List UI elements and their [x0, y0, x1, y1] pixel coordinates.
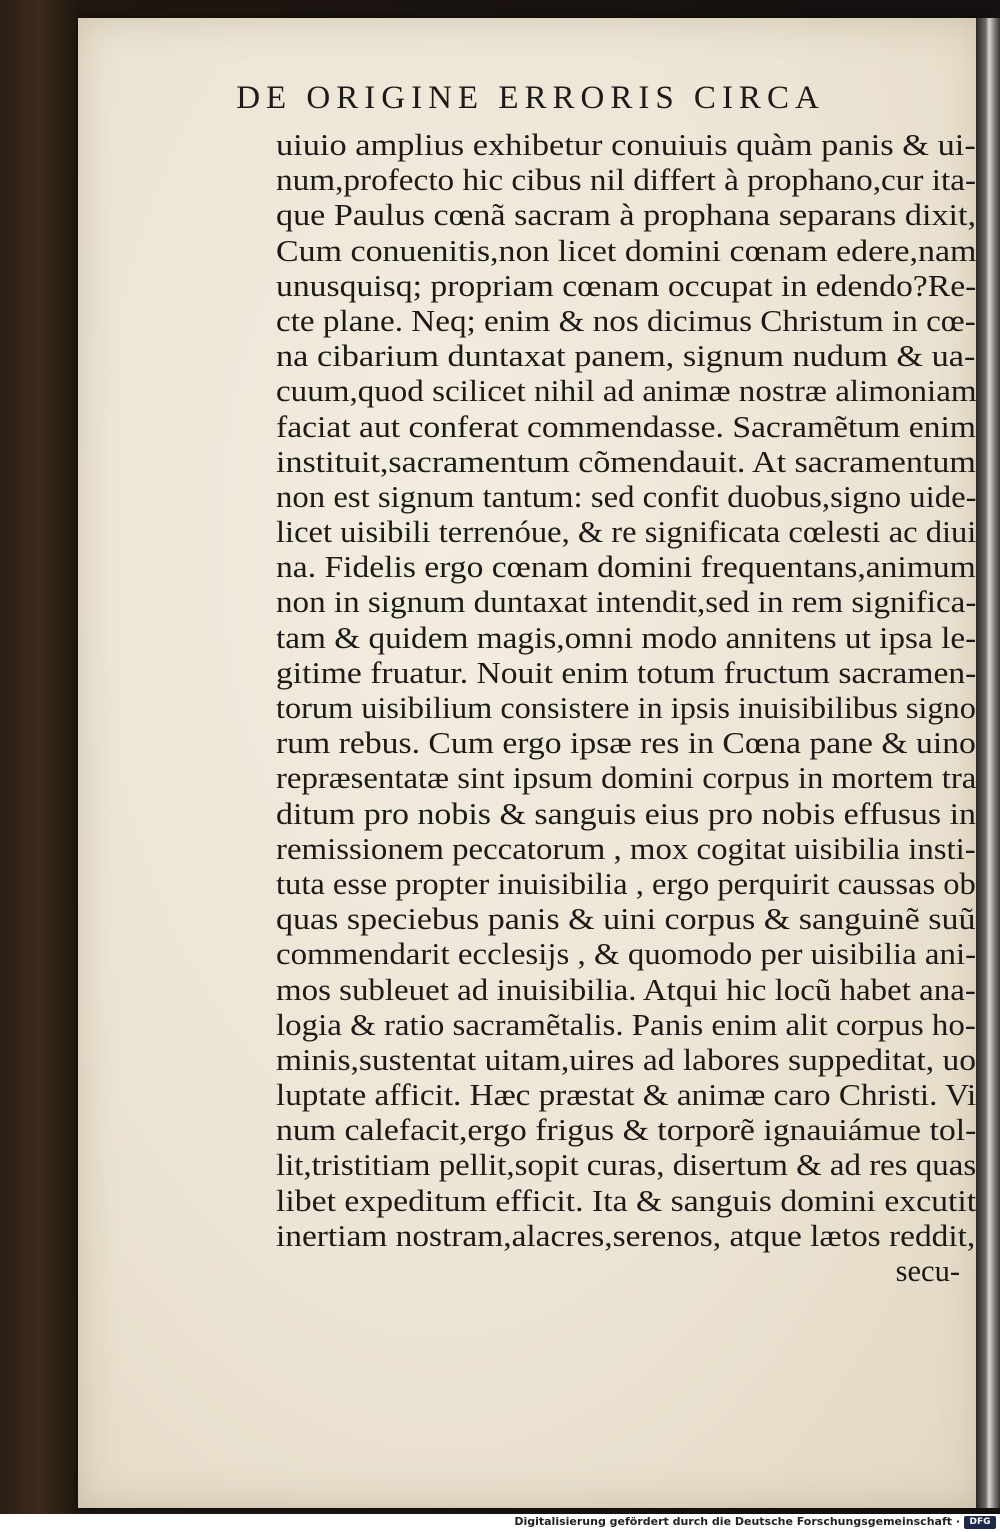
running-head: DE ORIGINE ERRORIS CIRCA: [236, 80, 825, 116]
body-text: [276, 128, 986, 1289]
text-line: gitime fruatur. Nouit enim totum fructum sacramen-: [276, 655, 977, 690]
text-line: rum rebus. Cum ergo ipsæ res in Cœna pane & uino: [276, 726, 976, 761]
text-line: quas speciebus panis & uini corpus & sanguinẽ suũ: [276, 902, 976, 937]
text-line: mos subleuet ad inuisibilia. Atqui hic locũ habet ana-: [276, 972, 976, 1007]
text-line: unusquisq; propriam cœnam occupat in edendo?Re-: [276, 268, 977, 303]
text-line: inertiam nostram,alacres,serenos, atque lætos reddit,: [276, 1218, 976, 1253]
text-line: cte plane. Neq; enim & nos dicimus Christum in cœ-: [276, 303, 976, 338]
text-line: licet uisibili terrenóue, & re significata cœlesti ac diui: [276, 515, 977, 550]
text-line: lit,tristitiam pellit,sopit curas, disertum & ad res quas: [276, 1148, 977, 1183]
dfg-logo: DFG: [964, 1516, 996, 1529]
text-line: uiuio amplius exhibetur conuiuis quàm panis & ui-: [276, 128, 976, 162]
text-line: faciat aut conferat commendasse. Sacramẽtum enim: [276, 409, 976, 444]
text-line: remissionem peccatorum , mox cogitat uisibilia insti-: [276, 831, 976, 866]
text-line: tuta esse propter inuisibilia , ergo perquirit caussas ob: [276, 866, 976, 901]
footer-credit: Digitalisierung gefördert durch die Deutsche Forschungsgemeinschaft ·: [514, 1515, 960, 1528]
text-line: que Paulus cœnã sacram à prophana separans dixit,: [276, 198, 977, 233]
text-line: libet expeditum efficit. Ita & sanguis domini excutit: [276, 1183, 977, 1218]
text-line: commendarit ecclesijs , & quomodo per uisibilia ani-: [276, 937, 977, 972]
text-line: instituit,sacramentum cõmendauit. At sacramentum: [276, 444, 976, 479]
text-line: na. Fidelis ergo cœnam domini frequentans,animum: [276, 550, 976, 585]
text-line: ditum pro nobis & sanguis eius pro nobis effusus in: [276, 796, 976, 831]
text-line: minis,sustentat uitam,uires ad labores suppeditat, uo: [276, 1042, 977, 1077]
text-line: tam & quidem magis,omni modo annitens ut ipsa le-: [276, 620, 977, 655]
text-line: Cum conuenitis,non licet domini cœnam edere,nam: [276, 233, 977, 268]
text-line: logia & ratio sacramẽtalis. Panis enim alit corpus ho-: [276, 1007, 976, 1042]
text-line: num,profecto hic cibus nil differt à prophano,cur ita-: [276, 163, 977, 198]
text-line: non est signum tantum: sed confit duobus,signo uide-: [276, 479, 977, 514]
text-line: num calefacit,ergo frigus & torporẽ ignauiámue tol-: [276, 1113, 977, 1148]
text-line: non in signum duntaxat intendit,sed in rem significa-: [276, 585, 977, 620]
text-line: repræsentatæ sint ipsum domini corpus in mortem tra: [276, 761, 977, 796]
text-line: cuum,quod scilicet nihil ad animæ nostræ alimoniam: [276, 374, 977, 409]
text-line: na cibarium duntaxat panem, signum nudum & ua-: [276, 339, 976, 374]
text-line: luptate afficit. Hæc præstat & animæ caro Christi. Vi: [276, 1078, 977, 1113]
catchword: secu-: [895, 1254, 960, 1288]
text-line: torum uisibilium consistere in ipsis inuisibilibus signo: [276, 691, 976, 725]
